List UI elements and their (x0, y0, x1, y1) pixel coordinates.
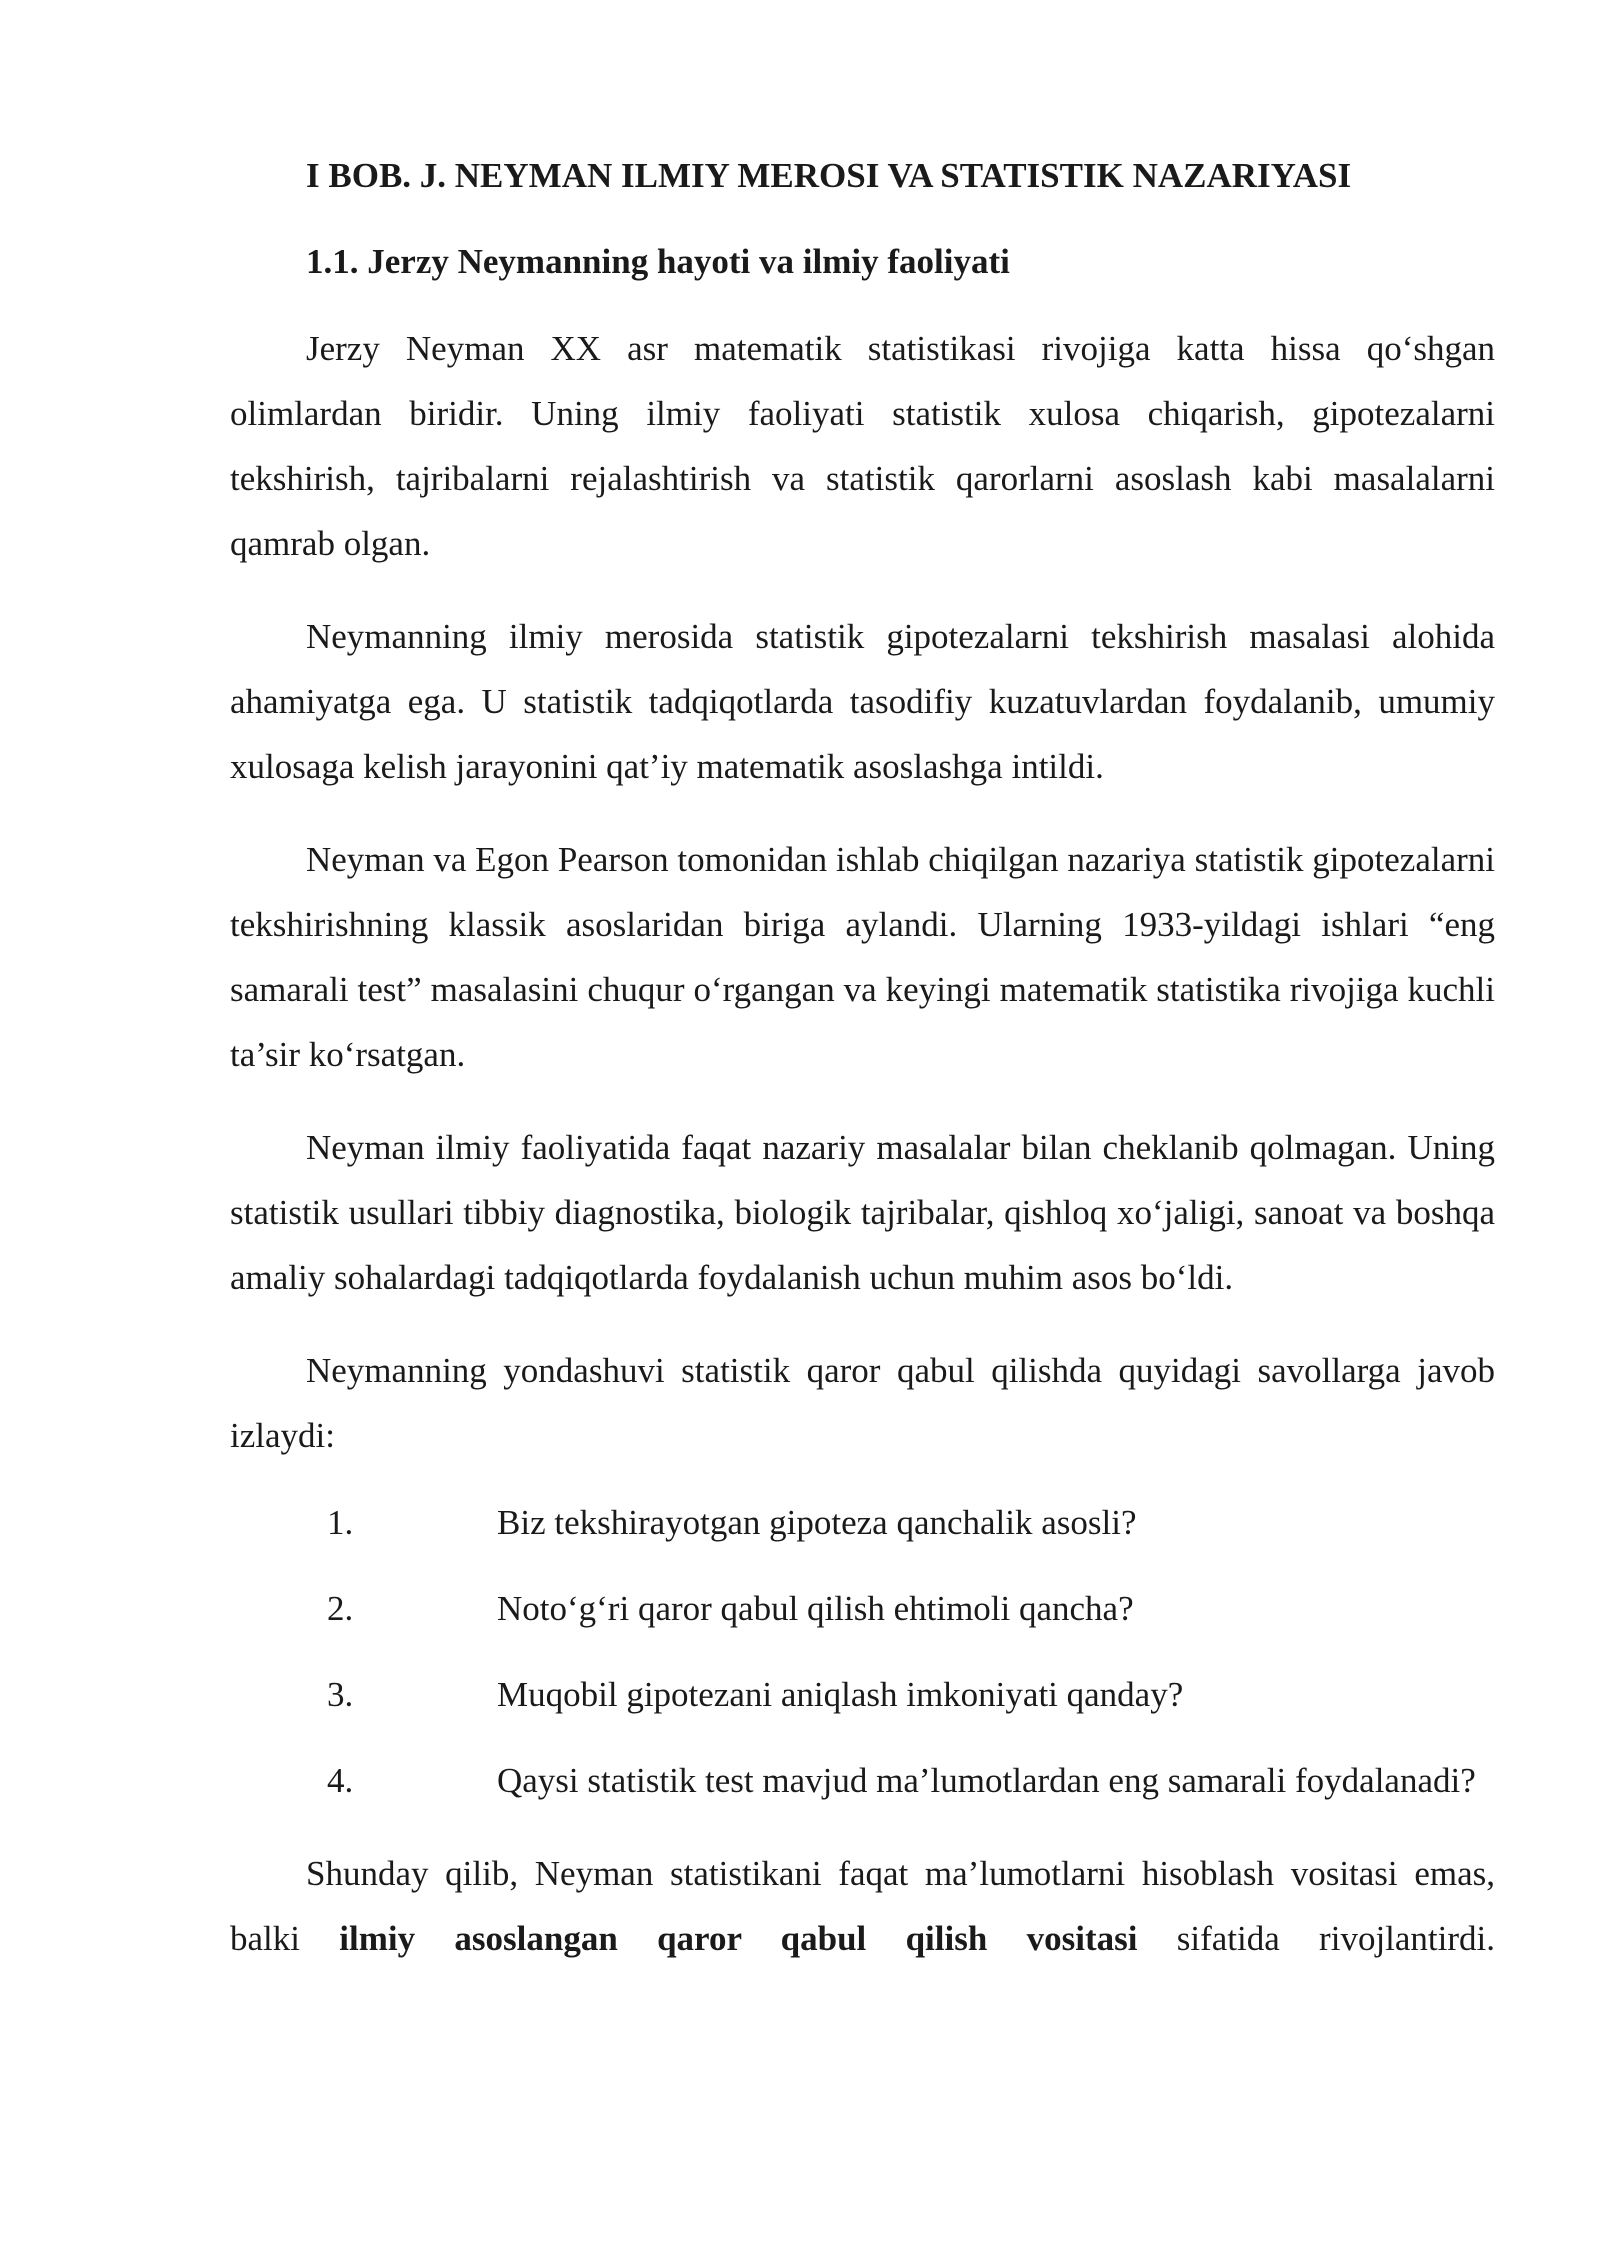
list-item-text: Noto‘g‘ri qaror qabul qilish ehtimoli qancha? (497, 1589, 1134, 1628)
list-item (327, 1748, 1495, 1813)
paragraph: Jerzy Neyman XX asr matematik statistikasi rivojiga katta hissa qo‘shgan olimlardan biridir. Uning ilmiy faoliyati statistik xulosa chiqarish, gipotezalarni tekshirish, tajribalarni rejalashtirish va statistik qarorlarni asoslash kabi masalalarni qamrab olgan. (230, 329, 1495, 563)
list-item (327, 1576, 1495, 1641)
section-title: 1.1. Jerzy Neymanning hayoti va ilmiy faoliyati (306, 242, 1010, 281)
list-item-number: 4. (327, 1761, 354, 1800)
list-item-text: Qaysi statistik test mavjud ma’lumotlardan eng samarali foydalanadi? (497, 1761, 1476, 1800)
conclusion-bold-phrase: ilmiy asoslangan qaror qabul qilish vositasi (339, 1919, 1138, 1958)
list-item-text: Biz tekshirayotgan gipoteza qanchalik asosli? (497, 1503, 1137, 1542)
paragraph: Neymanning ilmiy merosida statistik gipotezalarni tekshirish masalasi alohida ahamiyatga ega. U statistik tadqiqotlarda tasodifiy kuzatuvlardan foydalanib, umumiy xulosaga kelish jarayonini qat’iy matematik asoslashga intildi. (230, 617, 1495, 786)
question-list (230, 1490, 1495, 1813)
paragraph: Neyman ilmiy faoliyatida faqat nazariy masalalar bilan cheklanib qolmagan. Uning statistik usullari tibbiy diagnostika, biologik tajribalar, qishloq xo‘jaligi, sanoat va boshqa amaliy sohalardagi tadqiqotlarda foydalanish uchun muhim asos bo‘ldi. (230, 1128, 1495, 1297)
list-item-text: Muqobil gipotezani aniqlash imkoniyati qanday? (497, 1675, 1184, 1714)
list-item-number: 2. (327, 1589, 354, 1628)
list-item (327, 1662, 1495, 1727)
list-item-number: 3. (327, 1675, 354, 1714)
document-page (230, 150, 1495, 1971)
paragraph: Neyman va Egon Pearson tomonidan ishlab chiqilgan nazariya statistik gipotezalarni tekshirishning klassik asoslaridan biriga aylandi. Ularning 1933-yildagi ishlari “eng samarali test” masalasini chuqur o‘rgangan va keyingi matematik statistika rivojiga kuchli ta’sir ko‘rsatgan. (230, 840, 1495, 1074)
list-item-number: 1. (327, 1503, 354, 1542)
list-item (327, 1490, 1495, 1555)
conclusion-text-before: Shunday qilib, Neyman statistikani faqat ma’lumotlarni hisoblash vositasi emas, balki (230, 1854, 1495, 1958)
chapter-title: I BOB. J. NEYMAN ILMIY MEROSI VA STATISTIK NAZARIYASI (306, 156, 1352, 195)
conclusion-text-after: sifatida rivojlantirdi. (1137, 1919, 1496, 1958)
conclusion-paragraph (230, 1841, 1495, 1971)
paragraph: Neymanning yondashuvi statistik qaror qabul qilishda quyidagi savollarga javob izlaydi: (230, 1351, 1495, 1455)
